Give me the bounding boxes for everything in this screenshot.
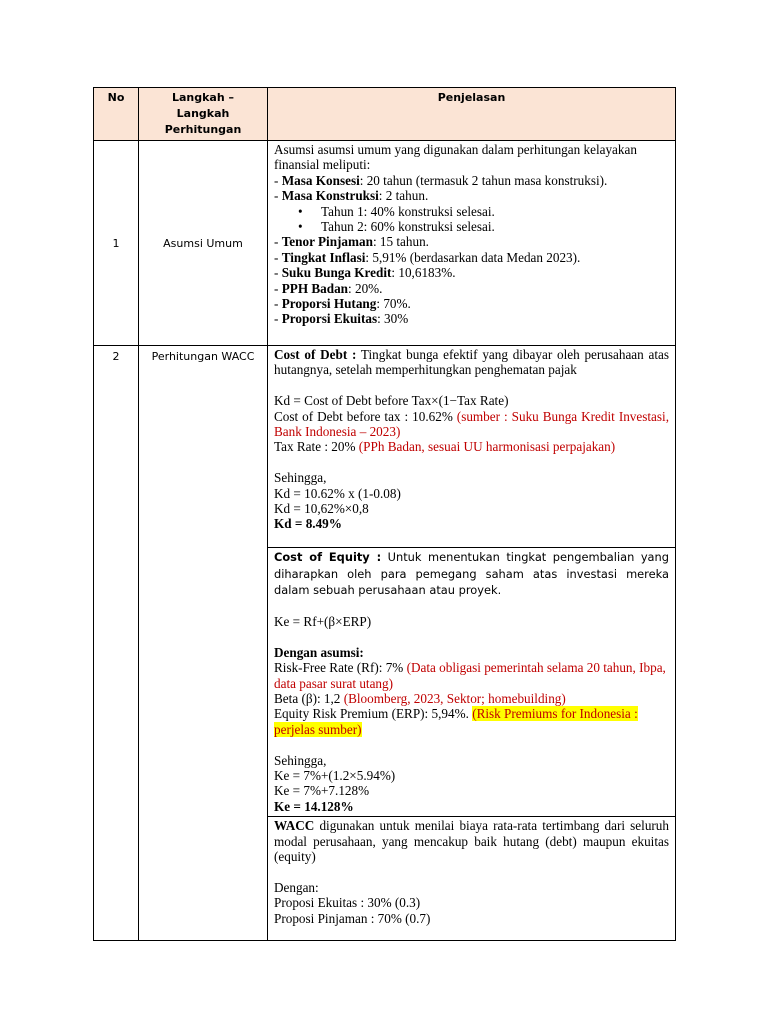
list-item: - Masa Konstruksi: 2 tahun.	[274, 188, 429, 204]
wacc-dengan: Dengan:	[274, 879, 319, 895]
item-text: : 2 tahun.	[378, 188, 429, 204]
row-step: Asumsi Umum	[139, 141, 268, 346]
equity-sehingga: Sehingga,	[274, 752, 327, 768]
list-item: - Tenor Pinjaman: 15 tahun.	[274, 234, 429, 250]
tax-rate-text: Tax Rate : 20%	[274, 439, 359, 455]
before-tax-text: Cost of Debt before tax : 10.62%	[274, 408, 457, 424]
debt-result-text: Kd = 8.49%	[274, 516, 342, 532]
item-text: : 10,6183%.	[391, 265, 456, 281]
header-step: Langkah – Langkah Perhitungan	[139, 88, 268, 141]
list-item: - Suku Bunga Kredit: 10,6183%.	[274, 265, 456, 281]
assume-title-text: Dengan asumsi:	[274, 644, 364, 660]
item-label: Tingkat Inflasi	[281, 249, 366, 265]
list-item: - Tingkat Inflasi: 5,91% (berdasarkan data Medan 2023).	[274, 249, 581, 265]
item-text: : 70%.	[376, 296, 411, 312]
rf-source: (Data obligasi pemerintah selama 20 tahun, Ibpa, data pasar surat utang)	[274, 660, 666, 691]
equity-beta	[274, 691, 669, 706]
list-item: - Masa Konsesi: 20 tahun (termasuk 2 tahun masa konstruksi).	[274, 172, 608, 188]
debt-description	[274, 347, 669, 378]
header-no: No	[94, 88, 139, 141]
debt-title: Cost of Debt :	[274, 347, 357, 362]
sub-item-text: Tahun 1: 40% konstruksi selesai.	[321, 203, 495, 219]
equity-desc-text: Untuk menentukan tingkat pengembalian yang diharapkan oleh para pemegang saham atas investasi mereka dalam sebuah perusahaan atau proyek.	[274, 550, 669, 597]
debt-before-tax	[274, 409, 669, 440]
item-label: PPH Badan	[281, 280, 349, 296]
equity-formula: Ke = Rf+(β×ERP)	[274, 613, 372, 629]
wacc-cell	[268, 817, 676, 941]
debt-result	[274, 516, 669, 531]
debt-formula: Kd = Cost of Debt before Tax×(1−Tax Rate)	[274, 393, 509, 409]
erp-source-highlight: (Risk Premiums for Indonesia : perjelas sumber)	[274, 706, 638, 737]
equity-calc-2: Ke = 7%+7.128%	[274, 783, 370, 799]
item-label: Masa Konstruksi	[281, 188, 379, 204]
bullet-icon: •	[298, 203, 303, 219]
row-step: Perhitungan WACC	[139, 346, 268, 941]
equity-description	[274, 549, 669, 599]
item-label: Proporsi Hutang	[281, 296, 377, 312]
item-text: : 30%	[377, 311, 409, 327]
debt-sehingga: Sehingga,	[274, 470, 327, 486]
list-item: - Proporsi Hutang: 70%.	[274, 296, 411, 312]
wacc-equity-prop: Proposi Ekuitas : 30% (0.3)	[274, 895, 421, 911]
cost-of-debt-cell	[268, 346, 676, 548]
debt-calc-1: Kd = 10.62% x (1-0.08)	[274, 485, 401, 501]
item-text: : 20%.	[348, 280, 383, 296]
item-label: Tenor Pinjaman	[281, 234, 373, 250]
item-text: : 15 tahun.	[372, 234, 429, 250]
list-item: - Proporsi Ekuitas: 30%	[274, 311, 409, 327]
debt-desc-text: Tingkat bunga efektif yang dibayar oleh perusahaan atas hutangnya, setelah memperhitungkan penghematan pajak	[274, 347, 670, 378]
item-label: Proporsi Ekuitas	[281, 311, 378, 327]
equity-result	[274, 799, 669, 814]
list-item: - PPH Badan: 20%.	[274, 280, 383, 296]
cost-of-equity-cell	[268, 548, 676, 817]
intro-text: Asumsi asumsi umum yang digunakan dalam perhitungan kelayakan finansial meliputi:	[274, 142, 637, 173]
rf-text: Risk-Free Rate (Rf): 7%	[274, 660, 407, 676]
beta-text: Beta (β): 1,2	[274, 690, 344, 706]
item-text: : 5,91% (berdasarkan data Medan 2023).	[365, 249, 581, 265]
debt-calc-2: Kd = 10,62%×0,8	[274, 501, 369, 517]
bullet-icon: •	[298, 219, 303, 235]
calculation-table	[93, 87, 676, 941]
equity-title: Cost of Equity :	[274, 550, 382, 564]
tax-rate-source: (PPh Badan, sesuai UU harmonisasi perpajakan)	[358, 439, 616, 455]
table-row	[94, 141, 676, 346]
sub-list-item	[274, 219, 669, 234]
wacc-debt-prop: Proposi Pinjaman : 70% (0.7)	[274, 910, 431, 926]
equity-erp	[274, 706, 669, 737]
wacc-desc-text: digunakan untuk menilai biaya rata-rata tertimbang dari seluruh modal perusahaan, yang mencakup baik hutang (debt) maupun ekuitas (equity)	[274, 818, 669, 864]
equity-rf	[274, 660, 669, 691]
sub-item-text: Tahun 2: 60% konstruksi selesai.	[321, 219, 495, 235]
wacc-title: WACC	[274, 818, 315, 834]
erp-text: Equity Risk Premium (ERP): 5,94%.	[274, 706, 473, 722]
beta-source: (Bloomberg, 2023, Sektor; homebuilding)	[343, 690, 566, 706]
header-row	[94, 88, 676, 141]
item-text: : 20 tahun (termasuk 2 tahun masa konstruksi).	[359, 172, 608, 188]
row-number: 1	[94, 141, 139, 346]
header-explain: Penjelasan	[268, 88, 676, 141]
wacc-description	[274, 818, 669, 864]
debt-tax-rate	[274, 439, 669, 454]
row-number: 2	[94, 346, 139, 941]
item-label: Masa Konsesi	[281, 172, 360, 188]
table-row	[94, 346, 676, 548]
equity-assume-title	[274, 645, 669, 660]
equity-result-text: Ke = 14.128%	[274, 798, 354, 814]
row-explain	[268, 141, 676, 346]
before-tax-source: (sumber : Suku Bunga Kredit Investasi, Bank Indonesia – 2023)	[274, 408, 669, 440]
sub-list-item	[274, 204, 669, 219]
equity-calc-1: Ke = 7%+(1.2×5.94%)	[274, 767, 396, 783]
item-label: Suku Bunga Kredit	[281, 265, 392, 281]
